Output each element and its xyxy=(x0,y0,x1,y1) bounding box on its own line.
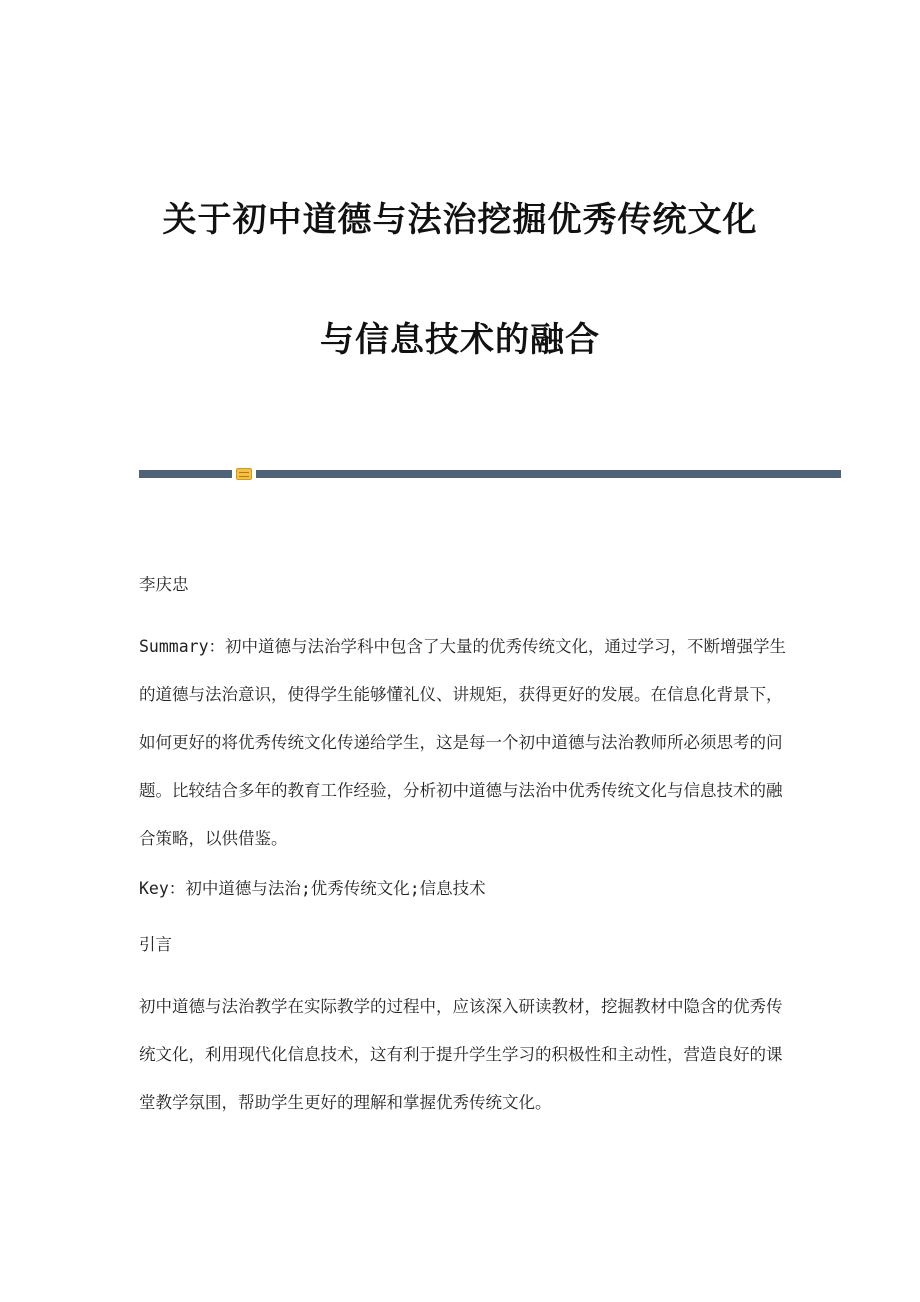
document-title-line-2: 与信息技术的融合 xyxy=(320,320,600,360)
summary-text: 初中道德与法治学科中包含了大量的优秀传统文化，通过学习，不断增强学生的道德与法治意识，使得学生能够懂礼仪、讲规矩，获得更好的发展。在信息化背景下，如何更好的将优秀传统文化传递给学生，这是每一个初中道德与法治教师所必须思考的问题。比较结合多年的教育工作经验，分析初中道德与法治中优秀传统文化与信息技术的融合策略，以供借鉴。 xyxy=(139,637,787,848)
document-title-line-1: 关于初中道德与法治挖掘优秀传统文化 xyxy=(162,200,758,240)
title-divider-left xyxy=(139,470,232,478)
divider-ornament-icon xyxy=(236,468,252,480)
summary-label: Summary： xyxy=(139,637,226,656)
author-name: 李庆忠 xyxy=(139,575,189,594)
keywords-line xyxy=(139,875,789,899)
keywords-label: Key： xyxy=(139,879,186,898)
summary-paragraph xyxy=(139,623,789,863)
intro-paragraph: 初中道德与法治教学在实际教学的过程中，应该深入研读教材，挖掘教材中隐含的优秀传统文化，利用现代化信息技术，这有利于提升学生学习的积极性和主动性，营造良好的课堂教学氛围，帮助学生更好的理解和掌握优秀传统文化。 xyxy=(139,997,783,1112)
intro-heading: 引言 xyxy=(139,935,172,954)
keywords-text: 初中道德与法治;优秀传统文化;信息技术 xyxy=(185,879,486,898)
title-divider-right xyxy=(256,470,841,478)
